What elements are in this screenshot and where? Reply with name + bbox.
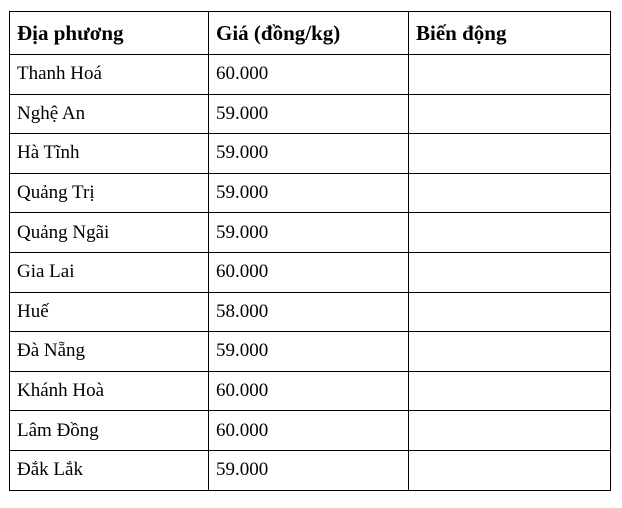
location-cell: Đắk Lắk (10, 450, 209, 490)
price-cell: 59.000 (209, 450, 409, 490)
table-body (10, 55, 611, 491)
location-cell: Đà Nẵng (10, 332, 209, 372)
location-cell: Quảng Trị (10, 173, 209, 213)
location-cell: Quảng Ngãi (10, 213, 209, 253)
location-cell: Khánh Hoà (10, 371, 209, 411)
price-cell: 58.000 (209, 292, 409, 332)
table-row (10, 213, 611, 253)
location-cell: Huế (10, 292, 209, 332)
price-cell: 59.000 (209, 213, 409, 253)
change-cell (409, 252, 611, 292)
table-row (10, 94, 611, 134)
location-cell: Nghệ An (10, 94, 209, 134)
price-cell: 59.000 (209, 94, 409, 134)
change-cell (409, 134, 611, 174)
change-cell (409, 94, 611, 134)
price-table (9, 11, 611, 491)
location-cell: Lâm Đồng (10, 411, 209, 451)
table-row (10, 134, 611, 174)
price-cell: 60.000 (209, 55, 409, 95)
header-row (10, 12, 611, 55)
change-cell (409, 411, 611, 451)
header-location: Địa phương (10, 12, 209, 55)
table-row (10, 292, 611, 332)
table-row (10, 371, 611, 411)
price-cell: 60.000 (209, 252, 409, 292)
table-row (10, 332, 611, 372)
change-cell (409, 371, 611, 411)
price-cell: 59.000 (209, 134, 409, 174)
price-cell: 59.000 (209, 332, 409, 372)
change-cell (409, 55, 611, 95)
table-row (10, 55, 611, 95)
change-cell (409, 450, 611, 490)
change-cell (409, 332, 611, 372)
table-row (10, 411, 611, 451)
change-cell (409, 213, 611, 253)
location-cell: Hà Tĩnh (10, 134, 209, 174)
change-cell (409, 173, 611, 213)
price-cell: 59.000 (209, 173, 409, 213)
location-cell: Gia Lai (10, 252, 209, 292)
header-change: Biến động (409, 12, 611, 55)
price-cell: 60.000 (209, 371, 409, 411)
price-cell: 60.000 (209, 411, 409, 451)
table-header (10, 12, 611, 55)
table-row (10, 173, 611, 213)
table-row (10, 450, 611, 490)
change-cell (409, 292, 611, 332)
location-cell: Thanh Hoá (10, 55, 209, 95)
header-price: Giá (đồng/kg) (209, 12, 409, 55)
table-row (10, 252, 611, 292)
